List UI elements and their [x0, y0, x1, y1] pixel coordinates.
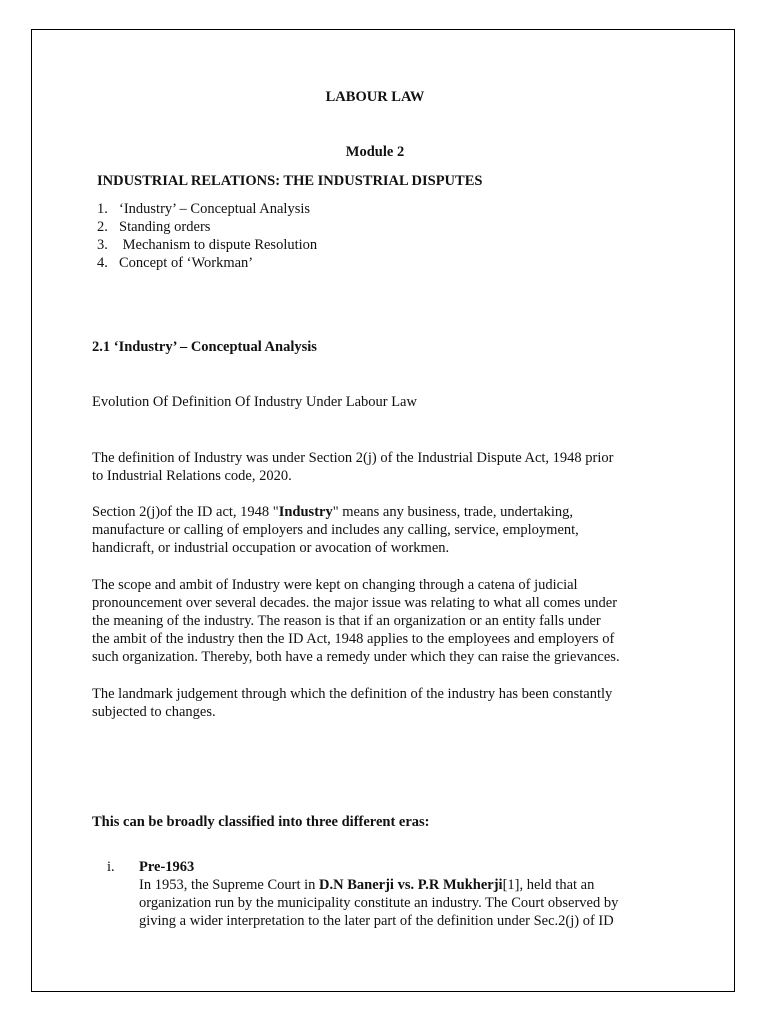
defined-term: Industry: [278, 504, 333, 520]
paragraph-line: manufacture or calling of employers and includes any calling, service, employment,: [92, 522, 579, 538]
paragraph-line: the meaning of the industry. The reason is that if an organization or an entity falls under: [92, 613, 601, 629]
module-heading: INDUSTRIAL RELATIONS: THE INDUSTRIAL DISPUTES: [97, 173, 483, 189]
case-name: D.N Banerji vs. P.R Mukherji: [319, 877, 503, 893]
era-title: Pre-1963: [139, 859, 195, 875]
list-number: 2.: [97, 219, 108, 235]
text-run: Section 2(j)of the ID act, 1948 ": [92, 504, 279, 520]
paragraph-line: pronouncement over several decades. the major issue was relating to what all comes under: [92, 595, 618, 611]
text-run: [1], held that an: [502, 877, 595, 893]
list-number: 3.: [97, 237, 108, 253]
paragraph-line: The landmark judgement through which the definition of the industry has been constantly: [92, 686, 613, 702]
subheading: Evolution Of Definition Of Industry Under Labour Law: [92, 394, 417, 410]
list-text: Mechanism to dispute Resolution: [119, 237, 318, 253]
paragraph-line: the ambit of the industry then the ID Act, 1948 applies to the employees and employers of: [92, 631, 615, 647]
paragraph-line: organization run by the municipality constitute an industry. The Court observed by: [139, 895, 619, 911]
paragraph-line: [92, 503, 573, 521]
module-label: Module 2: [345, 144, 405, 160]
paragraph-line: giving a wider interpretation to the later part of the definition under Sec.2(j) of ID: [139, 913, 614, 929]
section-heading: 2.1 ‘Industry’ – Conceptual Analysis: [92, 339, 317, 355]
eras-heading: This can be broadly classified into three different eras:: [92, 814, 430, 830]
list-text: Standing orders: [119, 219, 211, 235]
paragraph-line: to Industrial Relations code, 2020.: [92, 468, 292, 484]
paragraph-line: such organization. Thereby, both have a remedy under which they can raise the grievances.: [92, 649, 620, 665]
text-run: In 1953, the Supreme Court in: [139, 877, 320, 893]
paragraph-line: handicraft, or industrial occupation or avocation of workmen.: [92, 540, 450, 556]
text-run: " means any business, trade, undertaking,: [332, 504, 573, 520]
list-number: 1.: [97, 201, 108, 217]
list-number: 4.: [97, 255, 108, 271]
list-text: Concept of ‘Workman’: [119, 255, 254, 271]
list-text: ‘Industry’ – Conceptual Analysis: [119, 201, 311, 217]
paragraph-line: The scope and ambit of Industry were kept on changing through a catena of judicial: [92, 577, 578, 593]
document-title: LABOUR LAW: [325, 89, 425, 105]
paragraph-line: [139, 876, 594, 894]
paragraph-line: subjected to changes.: [92, 704, 216, 720]
roman-numeral: i.: [107, 859, 115, 875]
paragraph-line: The definition of Industry was under Section 2(j) of the Industrial Dispute Act, 1948 prior: [92, 450, 614, 466]
